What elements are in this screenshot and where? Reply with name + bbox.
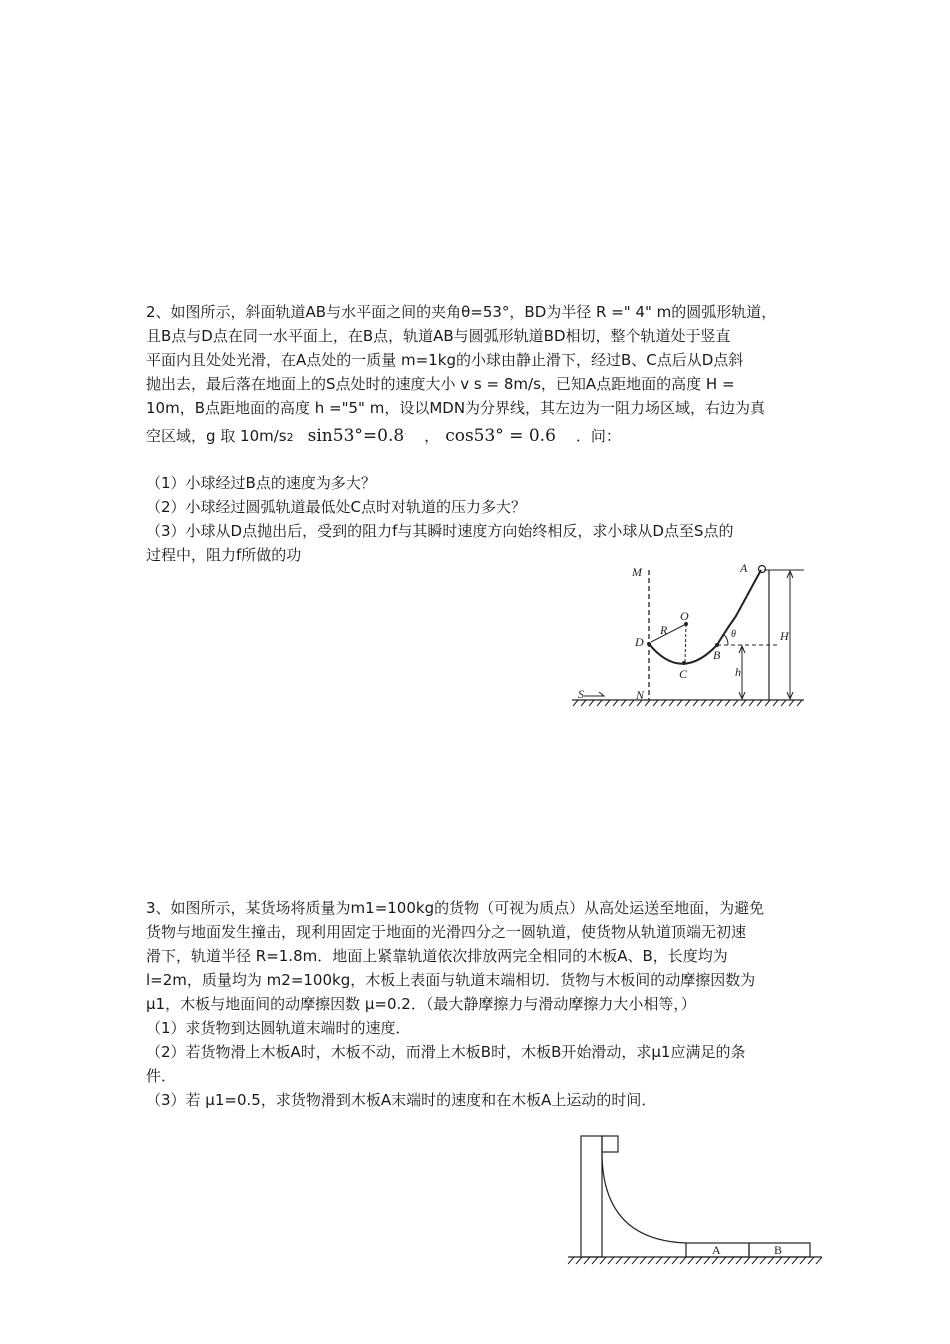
problem-2-line-4: 抛出去，最后落在地面上的S点处时的速度大小 v s = 8m/s，已知A点距地面的高度 H =: [146, 375, 735, 393]
incline-track: [717, 570, 761, 645]
point-d: [647, 642, 651, 646]
label-n: N: [636, 688, 645, 702]
line-6-suffix: ．问：: [575, 427, 621, 445]
question-3-2: （2）若货物滑上木板A时，木板不动，而滑上木板B时，木板B开始滑动，求μ1应满足的条: [146, 1043, 746, 1061]
question-3-1: （1）求货物到达圆轨道末端时的速度．: [146, 1019, 411, 1037]
label-o: O: [680, 609, 689, 623]
problem-2-line-2: 且B点与D点在同一水平面上，在B点，轨道AB与圆弧形轨道BD相切，整个轨道处于竖直: [146, 327, 731, 345]
problem-3-line-2: 货物与地面发生撞击，现利用固定于地面的光滑四分之一圆轨道，使货物从轨道顶端无初速: [146, 923, 747, 941]
track-diagram: [568, 558, 808, 708]
point-c: [682, 661, 686, 665]
problem-3-text: [146, 896, 826, 1112]
radius-line: [651, 624, 686, 642]
label-h-big: H: [780, 629, 789, 643]
problem-2-line-3: 平面内且处处光滑，在A点处的一质量 m=1kg的小球由静止滑下，经过B、C点后从D点斜: [146, 351, 744, 369]
label-c: C: [679, 667, 688, 681]
question-2-3-cont: 过程中，阻力f所做的功: [146, 546, 302, 564]
problem-3-line-4: l=2m，质量均为 m2=100kg，木板上表面与轨道末端相切．货物与木板间的动摩擦因数为: [146, 971, 756, 989]
label-s: S: [578, 687, 584, 701]
label-d: D: [635, 635, 644, 649]
problem-2-questions: [146, 471, 826, 567]
cargo-box: [602, 1136, 618, 1152]
question-2-1: （1）小球经过B点的速度为多大？: [146, 474, 376, 492]
exponent: 2: [286, 431, 294, 444]
line-6-prefix: 空区域，g 取 10m/s: [146, 427, 287, 445]
ground-hatch: [573, 700, 802, 706]
label-theta: θ: [731, 629, 736, 640]
problem-3-line-5: μ1，木板与地面间的动摩擦因数 μ=0.2．（最大静摩擦力与滑动摩擦力大小相等，）: [146, 995, 696, 1013]
quarter-circle-track: [602, 1152, 686, 1243]
label-board-a: A: [712, 1243, 721, 1257]
label-b: B: [713, 648, 721, 662]
problem-2-text: [146, 300, 826, 450]
angle-arc: [724, 635, 728, 645]
label-a: A: [740, 561, 748, 575]
s-arrow: [584, 692, 604, 696]
cos-formula: cos53° = 0.6: [445, 426, 556, 446]
question-2-2: （2）小球经过圆弧轨道最低处C点时对轨道的压力多大？: [146, 498, 527, 516]
problem-2-line-6: [146, 424, 826, 450]
label-board-b: B: [774, 1243, 783, 1257]
cargo-track-diagram: [560, 1126, 830, 1276]
center-to-c-dashed: [685, 624, 686, 663]
arc-track: [649, 644, 717, 664]
sin-formula: sin53°=0.8: [307, 426, 405, 446]
problem-3-line-3: 滑下，轨道半径 R=1.8m．地面上紧靠轨道依次排放两完全相同的木板A、B，长度均为: [146, 947, 728, 965]
problem-3-line-1: 3、如图所示，某货场将质量为m1=100kg的货物（可视为质点）从高处运送至地面，为避免: [146, 899, 765, 917]
label-r: R: [660, 623, 668, 637]
problem-2-line-1: 2、如图所示，斜面轨道AB与水平面之间的夹角θ=53°，BD为半径 R =" 4" m的圆弧形轨道，: [146, 303, 777, 321]
problem-2-line-5: 10m，B点距地面的高度 h ="5" m，设以MDN为分界线，其左边为一阻力场区域，右边为真: [146, 399, 766, 417]
ball: [759, 566, 766, 573]
separator: ，: [424, 427, 440, 445]
ground-hatch-2: [568, 1257, 822, 1264]
question-2-3: （3）小球从D点抛出后，受到的阻力f与其瞬时速度方向始终相反，求小球从D点至S点的: [146, 522, 734, 540]
question-3-3: （3）若 μ1=0.5，求货物滑到木板A末端时的速度和在木板A上运动的时间．: [146, 1091, 657, 1109]
label-m: M: [632, 565, 642, 579]
track-support: [581, 1136, 602, 1257]
label-h-small: h: [735, 665, 741, 679]
point-b: [715, 643, 719, 647]
question-3-2-cont: 件．: [146, 1067, 177, 1085]
